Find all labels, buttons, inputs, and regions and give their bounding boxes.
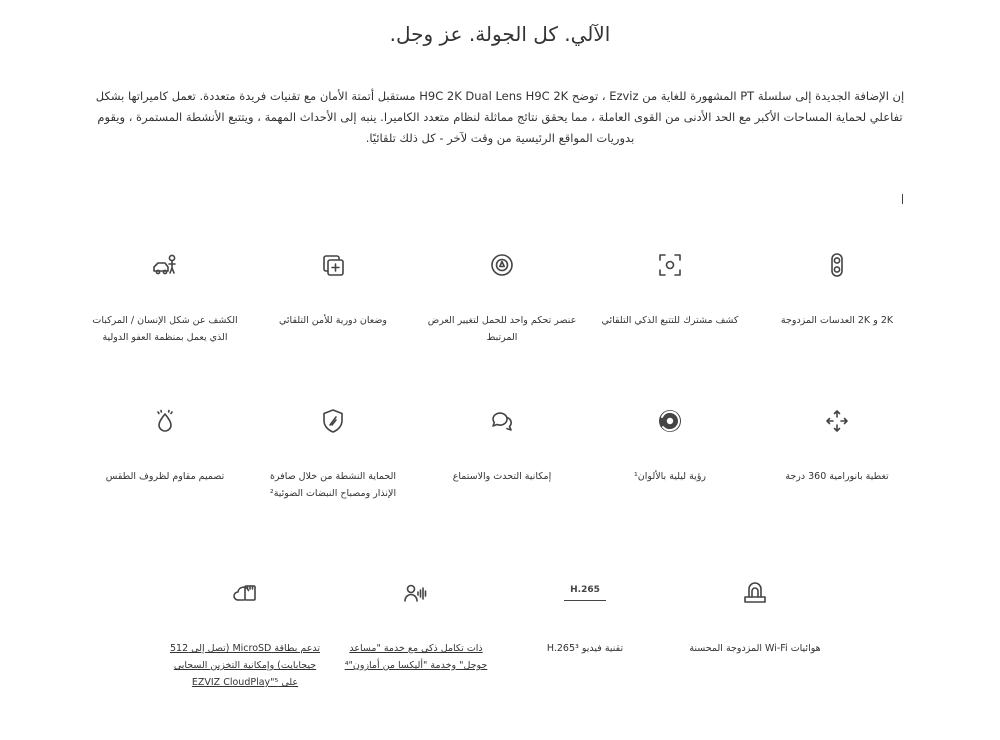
smart-tracking-icon	[595, 248, 745, 282]
feature-human-vehicle	[90, 248, 240, 346]
feature-label: تقنية فيديو H.265³	[546, 643, 624, 654]
h265-icon	[510, 576, 660, 610]
feature-voice-assistant[interactable]	[341, 576, 491, 674]
color-night-vision-icon	[595, 404, 745, 438]
linked-view-icon	[427, 248, 577, 282]
feature-label: تصميم مقاوم لظروف الطقس	[105, 471, 225, 482]
feature-label: هوائيات Wi-Fi المزدوجة المحسنة	[689, 643, 821, 654]
feature-smart-tracking	[595, 248, 745, 329]
feature-label: إمكانية التحدث والاستماع	[452, 471, 552, 482]
feature-weatherproof	[90, 404, 240, 485]
wifi-antenna-icon	[680, 576, 830, 610]
feature-wifi-antenna	[680, 576, 830, 657]
weatherproof-icon	[90, 404, 240, 438]
h265-badge: H.265	[564, 585, 606, 601]
panorama-360-icon	[762, 404, 912, 438]
feature-cloud-storage[interactable]	[170, 576, 320, 691]
feature-dual-lens	[762, 248, 912, 329]
feature-h265	[510, 576, 660, 657]
page-title: الآلي. كل الجولة. عز وجل.	[389, 22, 611, 46]
two-way-talk-icon	[427, 404, 577, 438]
feature-color-night-vision	[595, 404, 745, 485]
feature-label: الكشف عن شكل الإنسان / المركبات الذي يعمل بمنظمة العفو الدولية	[92, 315, 238, 343]
human-vehicle-icon	[90, 248, 240, 282]
feature-label: الحماية النشطة من خلال صافرة الإنذار ومصباح النبضات الضوئية²	[269, 471, 397, 499]
feature-label: 2K و 2K العدسات المزدوجة	[780, 315, 894, 326]
feature-link-label[interactable]: ذات تكامل ذكي مع خدمة "مساعد جوجل" وخدمة "أليكسا من أمازون"⁴	[344, 643, 488, 671]
intro-paragraph: إن الإضافة الجديدة إلى سلسلة PT المشهورة للغاية من Ezviz ، توضح H9C 2K Dual Lens H9C 2K مستقبل أتمتة الأمان مع تقنيات فريدة متعددة. تعمل كاميراتها بشكل تفاعلي لحماية المساحات الأكبر مع الحد الأدنى من القوى العاملة ، مما يحقق نتائج مماثلة لنظام متعدد الكاميرا. ينبه إلى الأحداث المهمة ، ويتتبع الأنشطة المستمرة ، ويقوم بدوريات المواقع الرئيسية من وقت لآخر - كل ذلك تلقائيًا.	[95, 89, 905, 145]
active-defense-shield-icon	[258, 404, 408, 438]
dual-lens-icon	[762, 248, 912, 282]
feature-link-label[interactable]: تدعم بطاقة MicroSD (تصل إلى 512 جيجابايت) وإمكانية التخزين السحابي على EZVIZ CloudPlay"⁵	[170, 643, 320, 688]
cloud-storage-icon	[170, 576, 320, 610]
feature-label: كشف مشترك للتتبع الذكي التلقائي	[601, 315, 739, 326]
patrol-mode-icon	[258, 248, 408, 282]
feature-label: رؤية ليلية بالألوان¹	[633, 471, 706, 482]
feature-label: وضعان دورية للأمن التلقائي	[278, 315, 387, 326]
feature-label: تغطية بانورامية 360 درجة	[785, 471, 889, 482]
feature-label: عنصر تحكم واحد للحمل لتغيير العرض المرتبط	[427, 315, 577, 343]
text-cursor	[902, 194, 903, 204]
feature-two-way-talk	[427, 404, 577, 485]
feature-active-defense	[258, 404, 408, 502]
feature-linked-view	[427, 248, 577, 346]
voice-assistant-icon	[341, 576, 491, 610]
feature-patrol-mode	[258, 248, 408, 329]
feature-panorama-360	[762, 404, 912, 485]
